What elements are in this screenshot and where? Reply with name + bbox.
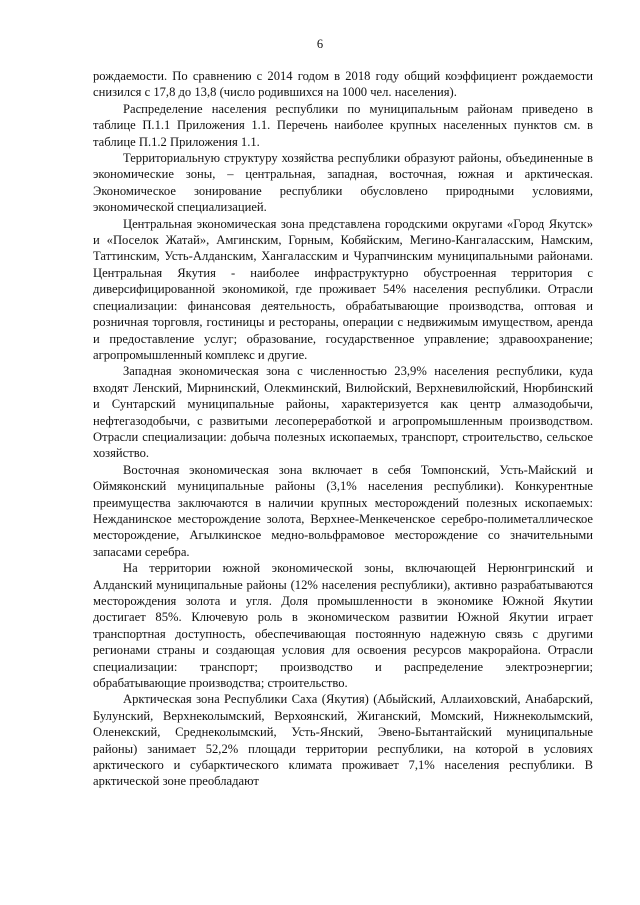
paragraph-territorial-structure: Территориальную структуру хозяйства республики образуют районы, объединенные в экономические зоны, – центральная, западная, восточная, южная и арктическая. Экономическое зонирование республики обусловлено природными условиями, экономической специализацией. [93,151,593,215]
page-number: 6 [316,37,324,51]
paragraph-birth-rate-continued: рождаемости. По сравнению с 2014 годом в 2018 году общий коэффициент рождаемости снизился с 17,8 до 13,8 (число родившихся на 1000 чел. населения). [93,69,593,100]
paragraph-population-distribution: Распределение населения республики по муниципальным районам приведено в таблице П.1.1 Приложения 1.1. Перечень наиболее крупных населенных пунктов см. в таблице П.1.2 Приложения 1.1. [93,101,593,149]
body-text [93,68,593,790]
paragraph-arctic-zone: Арктическая зона Республики Саха (Якутия) (Абыйский, Аллаиховский, Анабарский, Булунский, Верхнеколымский, Верхоянский, Жиганский, Момский, Нижнеколымский, Оленекский, Среднеколымский, Усть-Янский, Эвено-Бытантайский муниципальные районы) занимает 52,2% площади территории республики, на которой в условиях арктического и субарктического климата проживает 7,1% населения республики. В арктической зоне преобладают [93,692,593,789]
paragraph-eastern-zone: Восточная экономическая зона включает в себя Томпонский, Усть-Майский и Оймяконский муниципальные районы (3,1% населения республики). Конкурентные преимущества заключаются в наличии крупных месторождений полезных ископаемых: Нежданинское месторождение золота, Верхнее-Менкеченское серебро-полиметаллическое месторождение, Агылкинское медно-вольфрамовое месторождение со значительными запасами серебра. [93,462,593,559]
paragraph-western-zone: Западная экономическая зона с численностью 23,9% населения республики, куда входят Ленский, Мирнинский, Олекминский, Вилюйский, Верхневилюйский, Нюрбинский и Сунтарский муниципальные районы, характеризуется как центр алмазодобычи, нефтегазодобычи, с развитыми лесопереработкой и агропромышленным производством. Отрасли специализации: добыча полезных ископаемых, транспорт, строительство, сельское хозяйство. [93,364,593,461]
paragraph-southern-zone: На территории южной экономической зоны, включающей Нерюнгринский и Алданский муниципальные районы (12% населения республики), активно разрабатываются месторождения золота и угля. Доля промышленности в экономике Южной Якутии достигает 85%. Ключевую роль в экономическом развитии Южной Якутии играет транспортная доступность, обеспечивающая постоянную надежную связь с другими регионами страны и создающая условия для освоения ресурсов макрорайона. Отрасли специализации: транспорт; производство и распределение электроэнергии; обрабатывающие производства; строительство. [93,561,593,691]
paragraph-central-zone: Центральная экономическая зона представлена городскими округами «Город Якутск» и «Поселок Жатай», Амгинским, Горным, Кобяйским, Мегино-Кангаласским, Намским, Таттинским, Усть-Алданским, Хангаласским и Чурапчинским муниципальными районами. Центральная Якутия - наиболее инфраструктурно обустроенная территория с диверсифицированной экономикой, где проживает 54% населения республики. Отрасли специализации: финансовая деятельность, обрабатывающие производства, оптовая и розничная торговля, гостиницы и рестораны, операции с недвижимым имуществом, аренда и предоставление услуг; образование, государственное управление; здравоохранение; агропромышленный комплекс и другие. [93,216,593,362]
